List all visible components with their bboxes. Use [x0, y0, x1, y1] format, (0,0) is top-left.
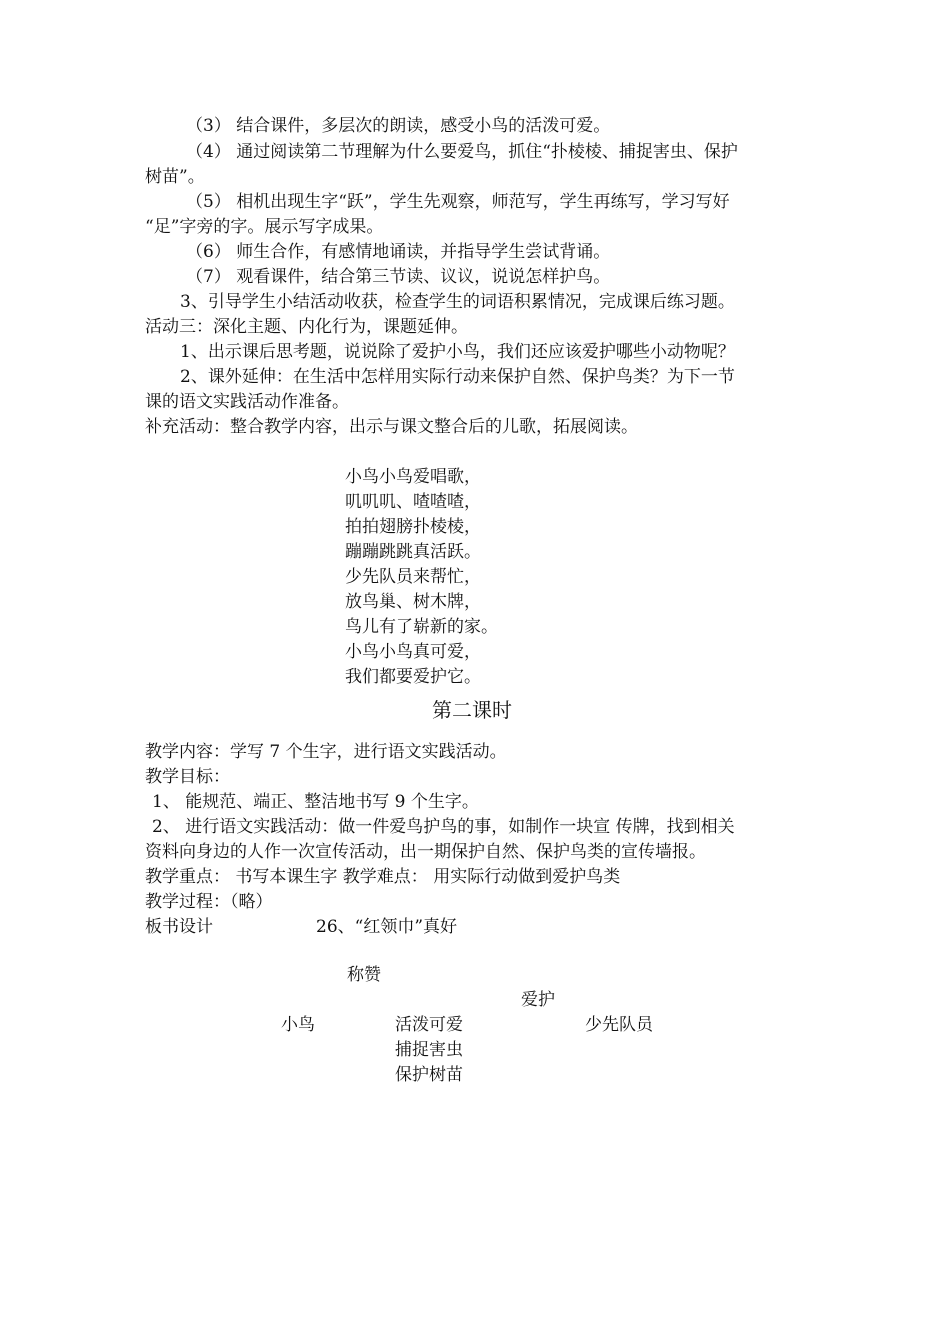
- goal-2: 2、 进行语文实践活动：做一件爱鸟护鸟的事，如制作一块宣 传牌，找到相关: [152, 817, 735, 837]
- step-4-line: （4） 通过阅读第二节理解为什么要爱鸟，抓住“扑棱棱、捕捉害虫、保护: [186, 142, 738, 162]
- activity-3-item-2-continuation: 课的语文实践活动作准备。: [145, 392, 349, 412]
- board-lively: 活泼可爱: [395, 1015, 463, 1035]
- goal-1: 1、 能规范、端正、整洁地书写 9 个生字。: [152, 792, 479, 812]
- board-pioneers: 少先队员: [585, 1015, 653, 1035]
- supplement-activity: 补充活动：整合教学内容，出示与课文整合后的儿歌，拓展阅读。: [145, 417, 638, 437]
- board-catch-pests: 捕捉害虫: [395, 1040, 463, 1060]
- poem-line: 叽叽叽、喳喳喳，: [345, 492, 481, 512]
- teaching-process: 教学过程：（略）: [145, 892, 273, 912]
- board-protect-saplings: 保护树苗: [395, 1065, 463, 1085]
- activity-3-heading: 活动三：深化主题、内化行为，课题延伸。: [145, 317, 468, 337]
- poem-line: 鸟儿有了崭新的家。: [345, 617, 498, 637]
- poem-line: 小鸟小鸟真可爱，: [345, 642, 481, 662]
- board-design-label: 板书设计: [145, 917, 213, 937]
- board-praise: 称赞: [347, 965, 381, 985]
- lesson-2-title: 第二课时: [432, 698, 512, 722]
- board-title: 26、“红领巾”真好: [316, 917, 458, 937]
- board-care: 爱护: [521, 990, 555, 1010]
- poem-line: 放鸟巢、树木牌，: [345, 592, 481, 612]
- poem-line: 小鸟小鸟爱唱歌，: [345, 467, 481, 487]
- board-bird: 小鸟: [281, 1015, 315, 1035]
- activity-3-item-2: 2、课外延伸：在生活中怎样用实际行动来保护自然、保护鸟类？为下一节: [180, 367, 735, 387]
- goal-2-continuation: 资料向身边的人作一次宣传活动，出一期保护自然、保护鸟类的宣传墙报。: [145, 842, 706, 862]
- step-5-line: （5） 相机出现生字“跃”，学生先观察，师范写，学生再练写，学习写好: [186, 192, 730, 212]
- item-3-line: 3、引导学生小结活动收获，检查学生的词语积累情况，完成课后练习题。: [180, 292, 735, 312]
- poem-line: 少先队员来帮忙，: [345, 567, 481, 587]
- key-and-difficult-points: 教学重点： 书写本课生字 教学难点： 用实际行动做到爱护鸟类: [145, 867, 621, 887]
- step-4-continuation: 树苗”。: [145, 167, 205, 187]
- poem-line: 我们都要爱护它。: [345, 667, 481, 687]
- poem-line: 蹦蹦跳跳真活跃。: [345, 542, 481, 562]
- teaching-content: 教学内容：学写 7 个生字，进行语文实践活动。: [145, 742, 507, 762]
- poem-line: 拍拍翅膀扑棱棱，: [345, 517, 481, 537]
- step-5-continuation: “足”字旁的字。展示写字成果。: [145, 217, 384, 237]
- step-6-line: （6） 师生合作，有感情地诵读，并指导学生尝试背诵。: [186, 242, 611, 262]
- step-3-line: （3） 结合课件，多层次的朗读，感受小鸟的活泼可爱。: [186, 116, 611, 136]
- step-7-line: （7） 观看课件，结合第三节读、议议，说说怎样护鸟。: [186, 267, 611, 287]
- activity-3-item-1: 1、出示课后思考题，说说除了爱护小鸟，我们还应该爱护哪些小动物呢？: [180, 342, 735, 362]
- teaching-goals-label: 教学目标：: [145, 767, 230, 787]
